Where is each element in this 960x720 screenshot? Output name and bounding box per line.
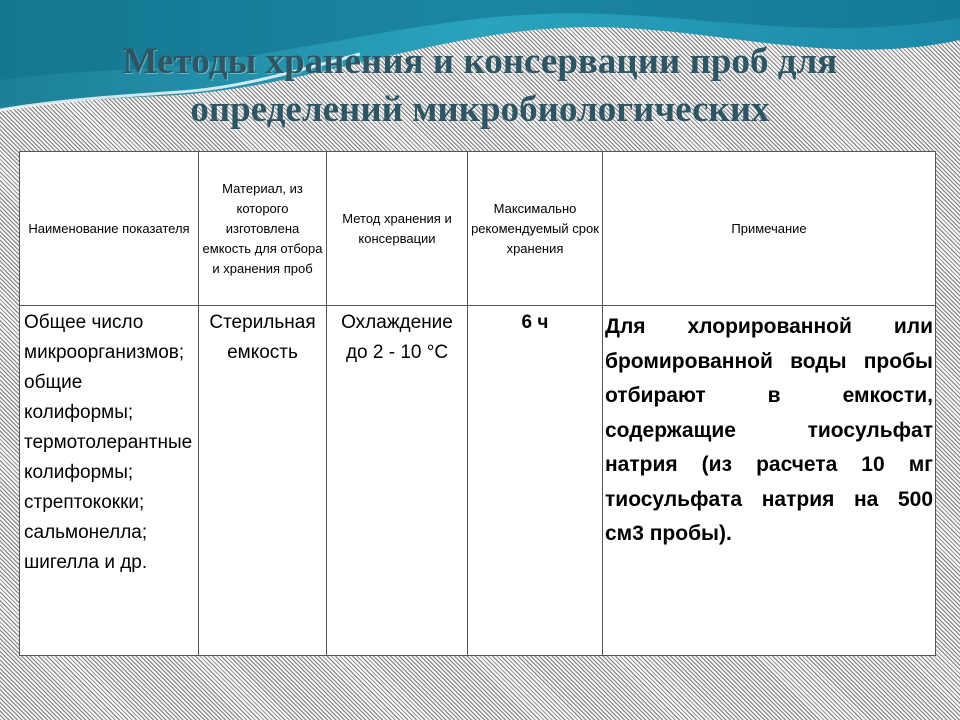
storage-table <box>19 151 935 656</box>
header-term: Максимально рекомендуемый срок хранения <box>468 152 603 306</box>
header-note: Примечание <box>603 152 936 306</box>
table-row <box>20 306 936 656</box>
cell-note: Для хлорированной или бромированной воды пробы отбирают в емкости, содержащие тиосульфат натрия (из расчета 10 мг тиосульфата натрия на 500 см3 пробы). <box>603 306 936 656</box>
cell-method: Охлаждение до 2 - 10 °С <box>327 306 468 656</box>
cell-indicator: Общее число микроорганизмов; общие колиформы; термотолерантные колиформы; стрептококки; сальмонелла; шигелла и др. <box>20 306 199 656</box>
header-indicator: Наименование показателя <box>20 152 199 306</box>
header-method: Метод хранения и консервации <box>327 152 468 306</box>
slide-title <box>0 38 960 134</box>
title-line-1: Методы хранения и консервации проб для <box>122 41 838 82</box>
title-area <box>0 0 960 150</box>
cell-material: Стерильная емкость <box>199 306 327 656</box>
title-line-2: определений микробиологических <box>190 89 770 130</box>
table-header-row <box>20 152 936 306</box>
cell-term: 6 ч <box>468 306 603 656</box>
header-material: Материал, из которого изготовлена емкость для отбора и хранения проб <box>199 152 327 306</box>
